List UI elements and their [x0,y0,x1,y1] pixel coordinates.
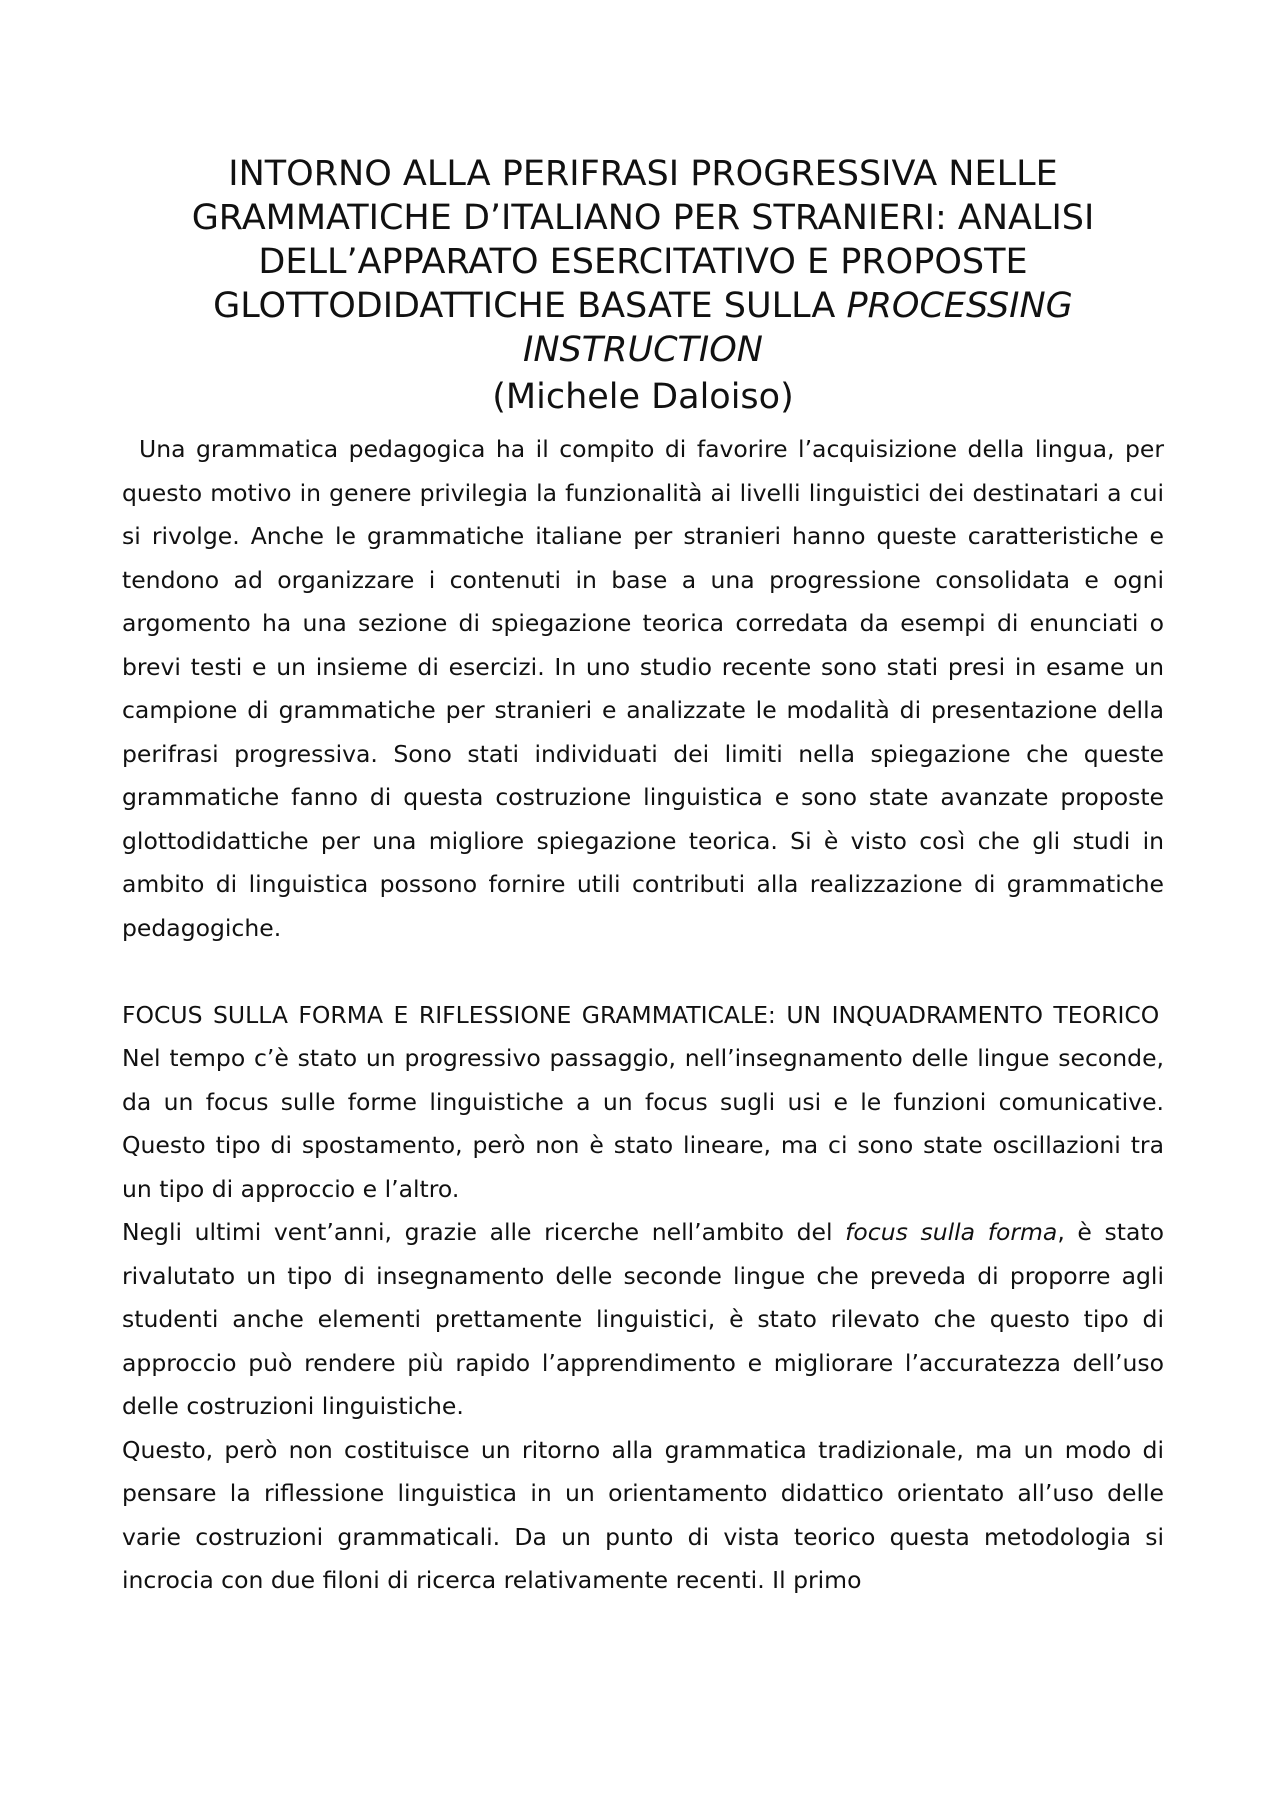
author: (Michele Daloiso) [492,377,794,417]
document-page [122,152,1164,1603]
abstract-paragraph: Una grammatica pedagogica ha il compito di favorire l’acquisizione della lingua, per questo motivo in genere privilegia la funzionalità ai livelli linguistici dei destinatari a cui si rivolge. Anche le grammatiche italiane per stranieri hanno queste caratteristiche e tendono ad organizzare i contenuti in base a una progressione consolidata e ogni argomento ha una sezione di spiegazione teorica corredata da esempi di enunciati o brevi testi e un insieme di esercizi. In uno studio recente sono stati presi in esame un campione di grammatiche per stranieri e analizzate le modalità di presentazione della perifrasi progressiva. Sono stati individuati dei limiti nella spiegazione che queste grammatiche fanno di questa costruzione linguistica e sono state avanzate proposte glottodidattiche per una migliore spiegazione teorica. Si è visto così che gli studi in ambito di linguistica possono fornire utili contributi alla realizzazione di grammatiche pedagogiche. [122,435,1164,942]
text: , è stato rivalutato un tipo di insegnamento delle seconde lingue che preveda di proporre agli studenti anche elementi prettamente linguistici, è stato rilevato che questo tipo di approccio può rendere più rapido l’apprendimento e migliorare l’accuratezza dell’uso delle costruzioni linguistiche. [122,1218,1164,1420]
document-body [122,428,1164,1603]
spacer [122,950,1164,994]
section-heading: FOCUS SULLA FORMA E RIFLESSIONE GRAMMATICALE: UN INQUADRAMENTO TEORICO [122,1000,1160,1029]
document-title [122,152,1164,372]
italic-term: focus sulla forma [845,1218,1058,1246]
paragraph [122,1211,1164,1429]
title-italic-text: PROCESSING INSTRUCTION [523,286,1073,370]
paragraph: Nel tempo c’è stato un progressivo passaggio, nell’insegnamento delle lingue seconde, da un focus sulle forme linguistiche a un focus sugli usi e le funzioni comunicative. Questo tipo di spostamento, però non è stato lineare, ma ci sono state oscillazioni tra un tipo di approccio e l’altro. [122,1044,1164,1203]
text: Negli ultimi vent’anni, grazie alle ricerche nell’ambito del [122,1218,833,1246]
title-text: INTORNO ALLA PERIFRASI PROGRESSIVA NELLE GRAMMATICHE D’ITALIANO PER STRANIERI: ANALISI DELL’APPARATO ESERCITATIVO E PROPOSTE GLOTTODIDATTICHE BASATE SULLA [191,154,1095,326]
paragraph: Questo, però non costituisce un ritorno alla grammatica tradizionale, ma un modo di pensare la riflessione linguistica in un orientamento didattico orientato all’uso delle varie costruzioni grammaticali. Da un punto di vista teorico questa metodologia si incrocia con due filoni di ricerca relativamente recenti. Il primo [122,1435,1164,1594]
